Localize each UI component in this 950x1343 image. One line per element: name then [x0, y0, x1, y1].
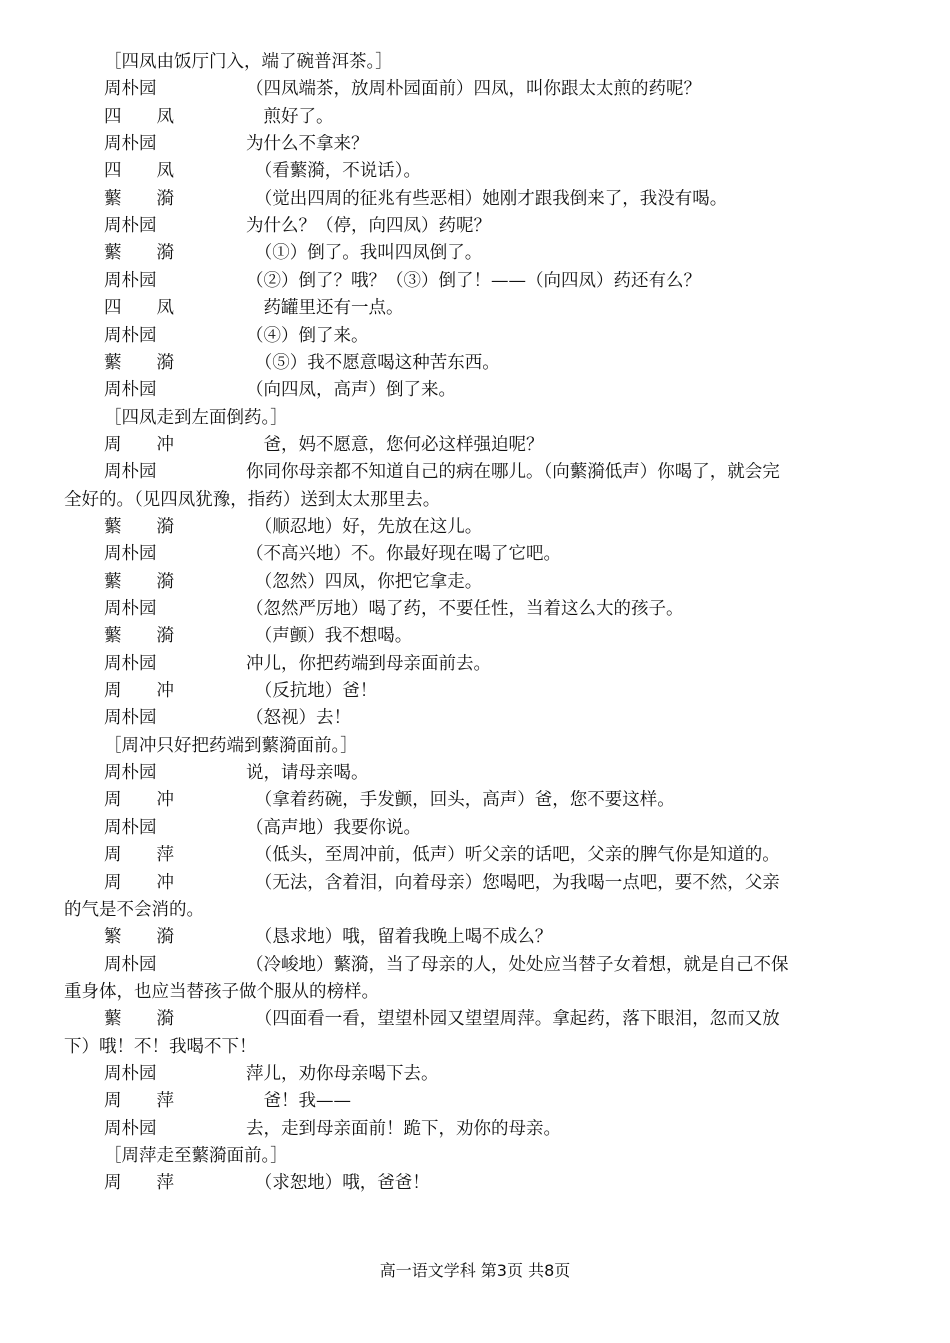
- dialogue-text: （看蘩漪，不说话）。: [246, 161, 421, 182]
- speaker-name: 周 萍: [104, 1173, 174, 1194]
- dialogue-line: [64, 377, 886, 404]
- dialogue-line: [64, 815, 886, 842]
- dialogue-line: [64, 158, 886, 185]
- page-footer: 高一语文学科 第3页 共8页: [379, 1261, 571, 1280]
- dialogue-line: [64, 1061, 886, 1088]
- dialogue-text: 药罐里还有一点。: [246, 298, 404, 319]
- dialogue-text: （④）倒了来。: [246, 325, 369, 346]
- speaker-name: 蘩 漪: [104, 626, 174, 647]
- dialogue-text: 爸，妈不愿意，您何必这样强迫呢？: [246, 434, 544, 455]
- dialogue-line: [64, 596, 886, 623]
- dialogue-line: [64, 870, 886, 897]
- dialogue-line: [64, 76, 886, 103]
- speaker-name: 四 凤: [104, 106, 174, 127]
- speaker-name: 四 凤: [104, 161, 174, 182]
- dialogue-text: 去，走到母亲面前！跪下，劝你的母亲。: [246, 1118, 561, 1139]
- dialogue-line: [64, 705, 886, 732]
- dialogue-text: （无法，含着泪，向着母亲）您喝吧，为我喝一点吧，要不然，父亲: [246, 872, 780, 893]
- speaker-name: 周朴园: [104, 708, 157, 729]
- dialogue-text: （高声地）我要你说。: [246, 817, 421, 838]
- stage-direction-text: ［四凤走到左面倒药。］: [104, 407, 288, 428]
- dialogue-text: （②）倒了？哦？（③）倒了！——（向四凤）药还有么？: [246, 270, 701, 291]
- dialogue-text: （⑤）我不愿意喝这种苦东西。: [246, 352, 500, 373]
- dialogue-text: 爸！我——: [246, 1091, 351, 1112]
- dialogue-text: （觉出四周的征兆有些恶相）她刚才跟我倒来了，我没有喝。: [246, 188, 728, 209]
- stage-direction-text: ［周冲只好把药端到蘩漪面前。］: [104, 735, 358, 756]
- dialogue-line: [64, 842, 886, 869]
- dialogue-continuation: [64, 487, 886, 514]
- speaker-name: 四 凤: [104, 298, 174, 319]
- speaker-name: 蘩 漪: [104, 188, 174, 209]
- dialogue-line: [64, 924, 886, 951]
- dialogue-text: （向四凤，高声）倒了来。: [246, 380, 456, 401]
- dialogue-continuation: [64, 979, 886, 1006]
- dialogue-line: [64, 952, 886, 979]
- dialogue-text: 冲儿，你把药端到母亲面前去。: [246, 653, 491, 674]
- speaker-name: 蘩 漪: [104, 352, 174, 373]
- stage-direction: [64, 1143, 886, 1170]
- dialogue-line: [64, 459, 886, 486]
- stage-direction: [64, 405, 886, 432]
- continuation-text: 的气是不会消的。: [64, 899, 204, 920]
- speaker-name: 蘩 漪: [104, 1009, 174, 1030]
- dialogue-text: 说，请母亲喝。: [246, 763, 369, 784]
- speaker-name: 周朴园: [104, 763, 157, 784]
- dialogue-line: [64, 569, 886, 596]
- dialogue-line: [64, 787, 886, 814]
- dialogue-line: [64, 213, 886, 240]
- dialogue-text: 为什么不拿来？: [246, 134, 369, 155]
- speaker-name: 周朴园: [104, 544, 157, 565]
- dialogue-text: （不高兴地）不。你最好现在喝了它吧。: [246, 544, 561, 565]
- speaker-name: 周朴园: [104, 1118, 157, 1139]
- dialogue-line: [64, 186, 886, 213]
- dialogue-text: （顺忍地）好，先放在这儿。: [246, 516, 483, 537]
- dialogue-text: （①）倒了。我叫四凤倒了。: [246, 243, 483, 264]
- speaker-name: 周朴园: [104, 270, 157, 291]
- dialogue-line: [64, 514, 886, 541]
- stage-direction: [64, 49, 886, 76]
- dialogue-line: [64, 323, 886, 350]
- speaker-name: 周 萍: [104, 845, 174, 866]
- speaker-name: 周朴园: [104, 216, 157, 237]
- speaker-name: 蘩 漪: [104, 516, 174, 537]
- dialogue-text: （怒视）去！: [246, 708, 351, 729]
- speaker-name: 蘩 漪: [104, 243, 174, 264]
- speaker-name: 周朴园: [104, 653, 157, 674]
- dialogue-line: [64, 1088, 886, 1115]
- speaker-name: 蘩 漪: [104, 571, 174, 592]
- dialogue-text: （声颤）我不想喝。: [246, 626, 413, 647]
- dialogue-text: （恳求地）哦，留着我晚上喝不成么？: [246, 927, 553, 948]
- dialogue-line: [64, 623, 886, 650]
- dialogue-text: 你同你母亲都不知道自己的病在哪儿。（向蘩漪低声）你喝了，就会完: [246, 462, 780, 483]
- speaker-name: 周朴园: [104, 462, 157, 483]
- dialogue-text: （求恕地）哦，爸爸！: [246, 1173, 430, 1194]
- dialogue-text: （四凤端茶，放周朴园面前）四凤，叫你跟太太煎的药呢？: [246, 79, 701, 100]
- dialogue-text: 萍儿，劝你母亲喝下去。: [246, 1063, 439, 1084]
- dialogue-text: （拿着药碗，手发颤，回头，高声）爸，您不要这样。: [246, 790, 675, 811]
- dialogue-text: （反抗地）爸！: [246, 681, 378, 702]
- stage-direction-text: ［四凤由饭厅门入，端了碗普洱茶。］: [104, 52, 393, 72]
- speaker-name: 周朴园: [104, 1063, 157, 1084]
- speaker-name: 周 萍: [104, 1091, 174, 1112]
- dialogue-line: [64, 104, 886, 131]
- dialogue-line: [64, 350, 886, 377]
- dialogue-line: [64, 295, 886, 322]
- speaker-name: 周 冲: [104, 681, 174, 702]
- dialogue-line: [64, 1006, 886, 1033]
- dialogue-text: （四面看一看，望望朴园又望望周萍。拿起药，落下眼泪，忽而又放: [246, 1009, 780, 1030]
- dialogue-line: [64, 1116, 886, 1143]
- speaker-name: 周朴园: [104, 79, 157, 100]
- dialogue-line: [64, 1170, 886, 1197]
- dialogue-text: 煎好了。: [246, 106, 334, 127]
- speaker-name: 周朴园: [104, 954, 157, 975]
- speaker-name: 周朴园: [104, 380, 157, 401]
- dialogue-line: [64, 541, 886, 568]
- speaker-name: 周朴园: [104, 817, 157, 838]
- speaker-name: 周朴园: [104, 134, 157, 155]
- dialogue-text: （冷峻地）蘩漪，当了母亲的人，处处应当替子女着想，就是自己不保: [246, 954, 789, 975]
- continuation-text: 全好的。（见四凤犹豫，指药）送到太太那里去。: [64, 489, 441, 510]
- speaker-name: 周 冲: [104, 872, 174, 893]
- speaker-name: 繁 漪: [104, 927, 174, 948]
- dialogue-line: [64, 268, 886, 295]
- speaker-name: 周 冲: [104, 434, 174, 455]
- continuation-text: 下）哦！不！我喝不下！: [64, 1036, 257, 1057]
- dialogue-line: [64, 760, 886, 787]
- speaker-name: 周朴园: [104, 325, 157, 346]
- dialogue-line: [64, 678, 886, 705]
- stage-direction-text: ［周萍走至蘩漪面前。］: [104, 1146, 288, 1166]
- dialogue-text: （低头，至周冲前，低声）听父亲的话吧，父亲的脾气你是知道的。: [246, 845, 780, 866]
- speaker-name: 周朴园: [104, 599, 157, 619]
- dialogue-line: [64, 432, 886, 459]
- speaker-name: 周 冲: [104, 790, 174, 811]
- dialogue-continuation: [64, 1034, 886, 1061]
- dialogue-line: [64, 240, 886, 267]
- stage-direction: [64, 733, 886, 760]
- dialogue-text: （忽然严厉地）喝了药，不要任性，当着这么大的孩子。: [246, 599, 684, 619]
- dialogue-line: [64, 651, 886, 678]
- dialogue-line: [64, 131, 886, 158]
- continuation-text: 重身体，也应当替孩子做个服从的榜样。: [64, 981, 379, 1002]
- dialogue-text: （忽然）四凤，你把它拿走。: [246, 571, 483, 592]
- dialogue-continuation: [64, 897, 886, 924]
- dialogue-text: 为什么？（停，向四凤）药呢？: [246, 216, 491, 237]
